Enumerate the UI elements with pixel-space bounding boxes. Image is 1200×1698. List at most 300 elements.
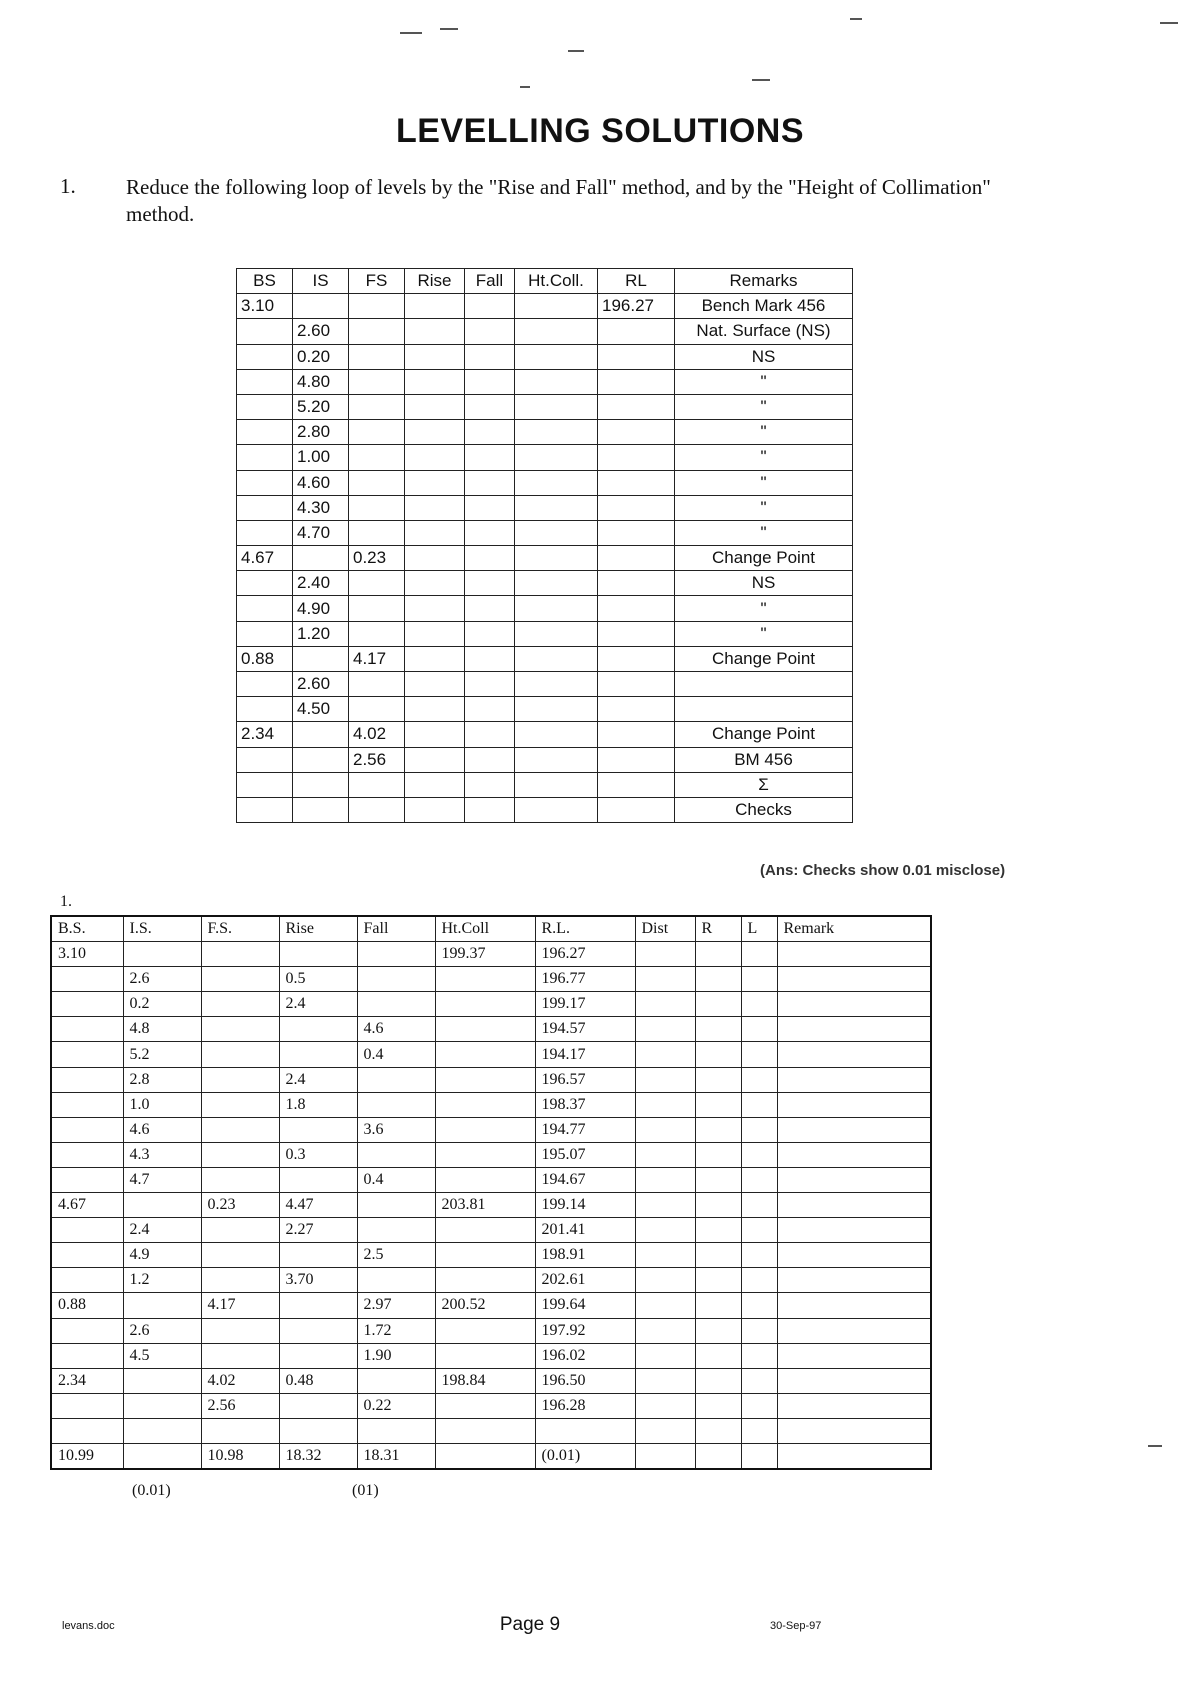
question-table-cell xyxy=(237,495,293,520)
solution-table-cell xyxy=(741,1218,777,1243)
solution-table-cell: 199.37 xyxy=(435,942,535,967)
question-table-cell: Bench Mark 456 xyxy=(675,294,853,319)
solution-table-cell xyxy=(435,1067,535,1092)
question-table-row xyxy=(237,646,853,671)
solution-table-cell xyxy=(741,1017,777,1042)
solution-table-cell xyxy=(741,1343,777,1368)
solution-table-cell: 4.17 xyxy=(201,1293,279,1318)
solution-table-cell xyxy=(51,992,123,1017)
solution-table-cell xyxy=(777,1293,931,1318)
question-table-cell xyxy=(598,445,675,470)
question-table-cell xyxy=(465,294,515,319)
question-table-cell xyxy=(349,369,405,394)
solution-table-cell xyxy=(741,1142,777,1167)
question-table-cell xyxy=(237,344,293,369)
solution-table-cell: 194.57 xyxy=(535,1017,635,1042)
solution-table-cell xyxy=(201,1117,279,1142)
solution-table-cell xyxy=(695,1167,741,1192)
solution-table-row xyxy=(51,1042,931,1067)
solution-table-cell xyxy=(279,1318,357,1343)
question-table-cell xyxy=(293,797,349,822)
question-table-row xyxy=(237,747,853,772)
solution-table-cell: 0.22 xyxy=(357,1393,435,1418)
solution-table-cell: 2.97 xyxy=(357,1293,435,1318)
solution-table-cell xyxy=(777,967,931,992)
question-table-cell xyxy=(465,571,515,596)
solution-table-cell xyxy=(435,1117,535,1142)
question-table-cell: 196.27 xyxy=(598,294,675,319)
question-table-cell xyxy=(598,546,675,571)
question-table-cell xyxy=(349,420,405,445)
question-table-row xyxy=(237,294,853,319)
solution-table-cell xyxy=(201,1017,279,1042)
solution-table-cell xyxy=(635,1218,695,1243)
solution-number: 1. xyxy=(60,893,72,910)
solution-table-cell xyxy=(357,1142,435,1167)
question-table-cell: BM 456 xyxy=(675,747,853,772)
solution-table-cell xyxy=(741,1318,777,1343)
solution-table-cell xyxy=(741,967,777,992)
question-table-cell xyxy=(405,697,465,722)
question-table-cell: 0.20 xyxy=(293,344,349,369)
solution-table-cell: 2.4 xyxy=(279,1067,357,1092)
question-table-cell xyxy=(465,797,515,822)
solution-table-cell xyxy=(435,1393,535,1418)
question-table-cell xyxy=(465,470,515,495)
question-table-cell: 0.23 xyxy=(349,546,405,571)
question-table-cell xyxy=(515,420,598,445)
solution-table-cell xyxy=(201,1418,279,1443)
solution-table-cell: 1.8 xyxy=(279,1092,357,1117)
solution-table-header: I.S. xyxy=(123,916,201,942)
solution-table-cell: 2.27 xyxy=(279,1218,357,1243)
solution-table-cell xyxy=(279,1017,357,1042)
solution-table-cell xyxy=(635,1393,695,1418)
solution-table-cell: 4.6 xyxy=(357,1017,435,1042)
question-table-cell xyxy=(237,319,293,344)
solution-table-cell xyxy=(741,1167,777,1192)
solution-table-cell: 194.67 xyxy=(535,1167,635,1192)
question-table-cell xyxy=(293,546,349,571)
question-table-row xyxy=(237,344,853,369)
solution-table-cell xyxy=(357,1368,435,1393)
solution-table-cell: 197.92 xyxy=(535,1318,635,1343)
question-table-cell xyxy=(405,294,465,319)
solution-table-cell xyxy=(357,1193,435,1218)
solution-table-cell: 10.98 xyxy=(201,1443,279,1469)
solution-table-cell: 0.2 xyxy=(123,992,201,1017)
solution-table-cell: 196.02 xyxy=(535,1343,635,1368)
scan-speck xyxy=(1160,22,1178,24)
question-table-cell: 3.10 xyxy=(237,294,293,319)
solution-table-cell xyxy=(279,1042,357,1067)
question-table-cell xyxy=(237,420,293,445)
solution-table-cell: 2.34 xyxy=(51,1368,123,1393)
solution-table-cell xyxy=(279,942,357,967)
solution-table-cell xyxy=(357,942,435,967)
question-table-cell xyxy=(515,747,598,772)
solution-table-cell xyxy=(635,1243,695,1268)
solution-table-cell xyxy=(279,1117,357,1142)
question-table-row xyxy=(237,495,853,520)
solution-table-cell xyxy=(279,1293,357,1318)
question-table-cell xyxy=(237,520,293,545)
question-table-cell xyxy=(465,772,515,797)
question-table-row xyxy=(237,722,853,747)
question-table-cell xyxy=(237,394,293,419)
solution-table-cell xyxy=(435,1418,535,1443)
solution-table-cell xyxy=(123,1443,201,1469)
solution-table-cell: 0.23 xyxy=(201,1193,279,1218)
question-table-cell: 4.67 xyxy=(237,546,293,571)
question-table-cell xyxy=(598,672,675,697)
question-table-cell xyxy=(515,369,598,394)
question-table-cell xyxy=(405,495,465,520)
question-table-cell: " xyxy=(675,394,853,419)
question-table-cell xyxy=(405,344,465,369)
solution-table-cell xyxy=(635,1193,695,1218)
solution-table-row xyxy=(51,1343,931,1368)
solution-table-row xyxy=(51,967,931,992)
question-table-cell xyxy=(405,546,465,571)
solution-table-cell: 2.4 xyxy=(279,992,357,1017)
solution-table-cell xyxy=(535,1418,635,1443)
solution-table-cell xyxy=(435,1092,535,1117)
below-sum-is: (0.01) xyxy=(132,1482,171,1499)
question-table-cell: 4.60 xyxy=(293,470,349,495)
question-table-cell xyxy=(675,697,853,722)
question-table-cell: Σ xyxy=(675,772,853,797)
solution-table-cell: 2.4 xyxy=(123,1218,201,1243)
solution-table-cell xyxy=(435,1343,535,1368)
question-table-header: BS xyxy=(237,269,293,294)
question-table-cell: Checks xyxy=(675,797,853,822)
question-table-cell xyxy=(515,797,598,822)
question-table-cell xyxy=(405,571,465,596)
solution-table-cell xyxy=(123,1193,201,1218)
solution-table-row xyxy=(51,1243,931,1268)
question-table-cell: 2.60 xyxy=(293,319,349,344)
solution-table-cell xyxy=(123,1293,201,1318)
scan-speck xyxy=(568,50,584,52)
solution-table-cell xyxy=(279,1393,357,1418)
question-table-cell xyxy=(515,520,598,545)
solution-table-cell: 3.10 xyxy=(51,942,123,967)
question-table-cell xyxy=(675,672,853,697)
solution-table-cell: 4.9 xyxy=(123,1243,201,1268)
solution-table-cell xyxy=(201,1343,279,1368)
question-table-cell xyxy=(598,797,675,822)
solution-table-cell xyxy=(695,1067,741,1092)
solution-table-cell xyxy=(741,1193,777,1218)
solution-table-cell xyxy=(635,1142,695,1167)
question-table-header: FS xyxy=(349,269,405,294)
question-table-cell xyxy=(598,520,675,545)
solution-table-cell: 198.37 xyxy=(535,1092,635,1117)
question-table-cell xyxy=(405,445,465,470)
question-table-cell xyxy=(465,445,515,470)
solution-table-cell xyxy=(695,1343,741,1368)
solution-table-cell xyxy=(635,1117,695,1142)
solution-table-cell xyxy=(357,1092,435,1117)
question-table-cell: " xyxy=(675,596,853,621)
solution-table-cell xyxy=(51,1393,123,1418)
question-table-cell xyxy=(349,697,405,722)
solution-table-cell: 3.70 xyxy=(279,1268,357,1293)
solution-table-cell: 1.0 xyxy=(123,1092,201,1117)
solution-table-row xyxy=(51,1418,931,1443)
solution-table-cell xyxy=(201,1142,279,1167)
solution-table-row xyxy=(51,1142,931,1167)
question-number: 1. xyxy=(60,174,76,198)
question-table-cell: 4.90 xyxy=(293,596,349,621)
solution-table-cell xyxy=(741,1092,777,1117)
solution-table-cell: 4.47 xyxy=(279,1193,357,1218)
question-table-cell xyxy=(515,495,598,520)
question-table-cell xyxy=(293,772,349,797)
question-table-cell xyxy=(237,772,293,797)
solution-table-cell xyxy=(435,1142,535,1167)
solution-table-cell xyxy=(201,1243,279,1268)
question-table-header: Fall xyxy=(465,269,515,294)
solution-table-cell xyxy=(51,1017,123,1042)
solution-table-cell xyxy=(201,942,279,967)
question-table-cell xyxy=(405,520,465,545)
solution-table-cell: 4.6 xyxy=(123,1117,201,1142)
question-table-cell xyxy=(293,747,349,772)
question-table-cell: 2.56 xyxy=(349,747,405,772)
question-table-cell xyxy=(465,520,515,545)
question-table xyxy=(236,268,853,823)
solution-table-cell xyxy=(695,1393,741,1418)
question-table-cell xyxy=(237,697,293,722)
solution-table-cell xyxy=(357,967,435,992)
question-table-cell xyxy=(598,747,675,772)
question-table-cell xyxy=(349,319,405,344)
question-table-cell xyxy=(465,747,515,772)
solution-table-cell xyxy=(51,1318,123,1343)
solution-table-header: L xyxy=(741,916,777,942)
solution-table-cell xyxy=(777,1393,931,1418)
solution-table-cell xyxy=(435,1042,535,1067)
question-table-cell xyxy=(405,722,465,747)
solution-table-cell xyxy=(777,1042,931,1067)
solution-table-row xyxy=(51,1117,931,1142)
below-sum-fall: (01) xyxy=(352,1482,379,1499)
question-table-cell xyxy=(515,344,598,369)
question-table-row xyxy=(237,697,853,722)
solution-table-cell xyxy=(777,1343,931,1368)
solution-table-cell xyxy=(777,1092,931,1117)
solution-table-cell: 198.84 xyxy=(435,1368,535,1393)
solution-table-row xyxy=(51,1167,931,1192)
solution-table-cell: 4.8 xyxy=(123,1017,201,1042)
solution-table-cell xyxy=(357,1218,435,1243)
question-table-cell xyxy=(515,772,598,797)
footer-page-number: Page 9 xyxy=(499,1614,561,1635)
solution-table-cell xyxy=(635,1017,695,1042)
question-table-cell xyxy=(349,596,405,621)
question-table-header: Remarks xyxy=(675,269,853,294)
question-table-cell xyxy=(598,319,675,344)
solution-table-header: R xyxy=(695,916,741,942)
question-table-cell xyxy=(515,672,598,697)
solution-table-cell: 195.07 xyxy=(535,1142,635,1167)
question-table-cell: NS xyxy=(675,571,853,596)
question-table-cell xyxy=(515,621,598,646)
question-table-cell: 4.02 xyxy=(349,722,405,747)
solution-table-cell: 18.31 xyxy=(357,1443,435,1469)
question-table-cell xyxy=(349,495,405,520)
question-table-cell xyxy=(405,319,465,344)
solution-table-cell xyxy=(201,1042,279,1067)
solution-table-cell xyxy=(777,1193,931,1218)
question-table-cell: " xyxy=(675,495,853,520)
solution-table-cell xyxy=(741,1042,777,1067)
question-table-cell xyxy=(465,394,515,419)
question-table-row xyxy=(237,672,853,697)
question-table-cell xyxy=(237,797,293,822)
solution-table-cell: 4.5 xyxy=(123,1343,201,1368)
question-table-cell: Change Point xyxy=(675,546,853,571)
question-table-cell xyxy=(237,621,293,646)
question-table-cell xyxy=(598,596,675,621)
solution-table-cell xyxy=(201,967,279,992)
scan-speck xyxy=(400,32,422,34)
question-table-cell xyxy=(237,445,293,470)
question-table-cell xyxy=(598,369,675,394)
solution-table-cell xyxy=(777,1318,931,1343)
solution-table-cell: 0.88 xyxy=(51,1293,123,1318)
solution-table-cell xyxy=(435,1243,535,1268)
question-table-row xyxy=(237,520,853,545)
solution-table-cell xyxy=(695,1293,741,1318)
question-table-cell xyxy=(349,672,405,697)
solution-table-cell xyxy=(51,1343,123,1368)
solution-table-header: Remark xyxy=(777,916,931,942)
solution-table-cell xyxy=(777,1268,931,1293)
question-table-cell: 0.88 xyxy=(237,646,293,671)
scan-speck xyxy=(752,79,770,81)
solution-table-cell xyxy=(777,1368,931,1393)
question-table-cell xyxy=(515,722,598,747)
solution-table-cell xyxy=(635,992,695,1017)
solution-table-cell: 10.99 xyxy=(51,1443,123,1469)
solution-table-cell xyxy=(435,1318,535,1343)
solution-table-header: Rise xyxy=(279,916,357,942)
solution-table-cell: (0.01) xyxy=(535,1443,635,1469)
solution-table-header: Dist xyxy=(635,916,695,942)
scan-speck xyxy=(520,86,530,88)
solution-table-cell xyxy=(741,1268,777,1293)
solution-table-cell xyxy=(695,1218,741,1243)
solution-table-cell xyxy=(635,1368,695,1393)
question-table-cell xyxy=(405,747,465,772)
question-table-cell xyxy=(598,420,675,445)
question-table-cell xyxy=(405,369,465,394)
question-table-cell xyxy=(465,344,515,369)
solution-table-cell xyxy=(51,1418,123,1443)
solution-table-cell xyxy=(279,1243,357,1268)
question-table-cell xyxy=(465,420,515,445)
question-table-cell xyxy=(405,797,465,822)
solution-table-cell xyxy=(201,1318,279,1343)
question-table-cell xyxy=(237,596,293,621)
solution-table-cell xyxy=(635,1067,695,1092)
solution-table-cell xyxy=(435,1017,535,1042)
solution-table-cell xyxy=(123,1418,201,1443)
question-table-row xyxy=(237,772,853,797)
question-table-cell xyxy=(598,495,675,520)
question-table-row xyxy=(237,369,853,394)
solution-table-cell xyxy=(435,1218,535,1243)
solution-table-row xyxy=(51,992,931,1017)
question-table-cell xyxy=(598,571,675,596)
solution-table-cell: 196.27 xyxy=(535,942,635,967)
solution-table-cell: 199.17 xyxy=(535,992,635,1017)
question-table-cell: Change Point xyxy=(675,646,853,671)
solution-table-cell xyxy=(695,992,741,1017)
solution-table-cell: 2.5 xyxy=(357,1243,435,1268)
solution-table-cell xyxy=(435,1268,535,1293)
question-table-row xyxy=(237,571,853,596)
page-title: LEVELLING SOLUTIONS xyxy=(395,112,805,150)
solution-table-row xyxy=(51,1393,931,1418)
solution-table-cell xyxy=(777,992,931,1017)
question-table-cell: " xyxy=(675,445,853,470)
solution-table-cell: 4.02 xyxy=(201,1368,279,1393)
question-table-cell xyxy=(405,672,465,697)
question-table-cell xyxy=(405,420,465,445)
question-table-cell xyxy=(349,445,405,470)
solution-table-cell xyxy=(741,992,777,1017)
solution-table-cell: 18.32 xyxy=(279,1443,357,1469)
solution-table-cell xyxy=(123,1393,201,1418)
solution-table-cell xyxy=(695,1368,741,1393)
question-table-cell xyxy=(598,697,675,722)
solution-table-cell xyxy=(741,1293,777,1318)
solution-table-cell xyxy=(695,1017,741,1042)
solution-table-cell xyxy=(635,1418,695,1443)
solution-table-cell xyxy=(695,1268,741,1293)
solution-table-row xyxy=(51,1268,931,1293)
solution-table-header: F.S. xyxy=(201,916,279,942)
solution-table-cell: 0.5 xyxy=(279,967,357,992)
solution-table-cell xyxy=(123,942,201,967)
solution-table-cell xyxy=(777,942,931,967)
solution-table-cell xyxy=(51,967,123,992)
question-table-cell: 4.30 xyxy=(293,495,349,520)
question-table-cell xyxy=(237,747,293,772)
solution-table-cell: 196.50 xyxy=(535,1368,635,1393)
solution-table-cell xyxy=(201,1268,279,1293)
solution-table-cell xyxy=(51,1067,123,1092)
question-table-cell xyxy=(237,369,293,394)
solution-table-cell xyxy=(777,1218,931,1243)
solution-table-cell xyxy=(635,967,695,992)
question-table-cell: NS xyxy=(675,344,853,369)
solution-table-row xyxy=(51,1443,931,1469)
question-table-header: RL xyxy=(598,269,675,294)
solution-table-cell xyxy=(695,942,741,967)
solution-table-cell: 199.14 xyxy=(535,1193,635,1218)
question-table-cell xyxy=(405,772,465,797)
question-table-header: Ht.Coll. xyxy=(515,269,598,294)
solution-table-cell xyxy=(777,1418,931,1443)
question-table-cell: 2.80 xyxy=(293,420,349,445)
solution-table-cell: 1.72 xyxy=(357,1318,435,1343)
question-table-cell xyxy=(465,319,515,344)
